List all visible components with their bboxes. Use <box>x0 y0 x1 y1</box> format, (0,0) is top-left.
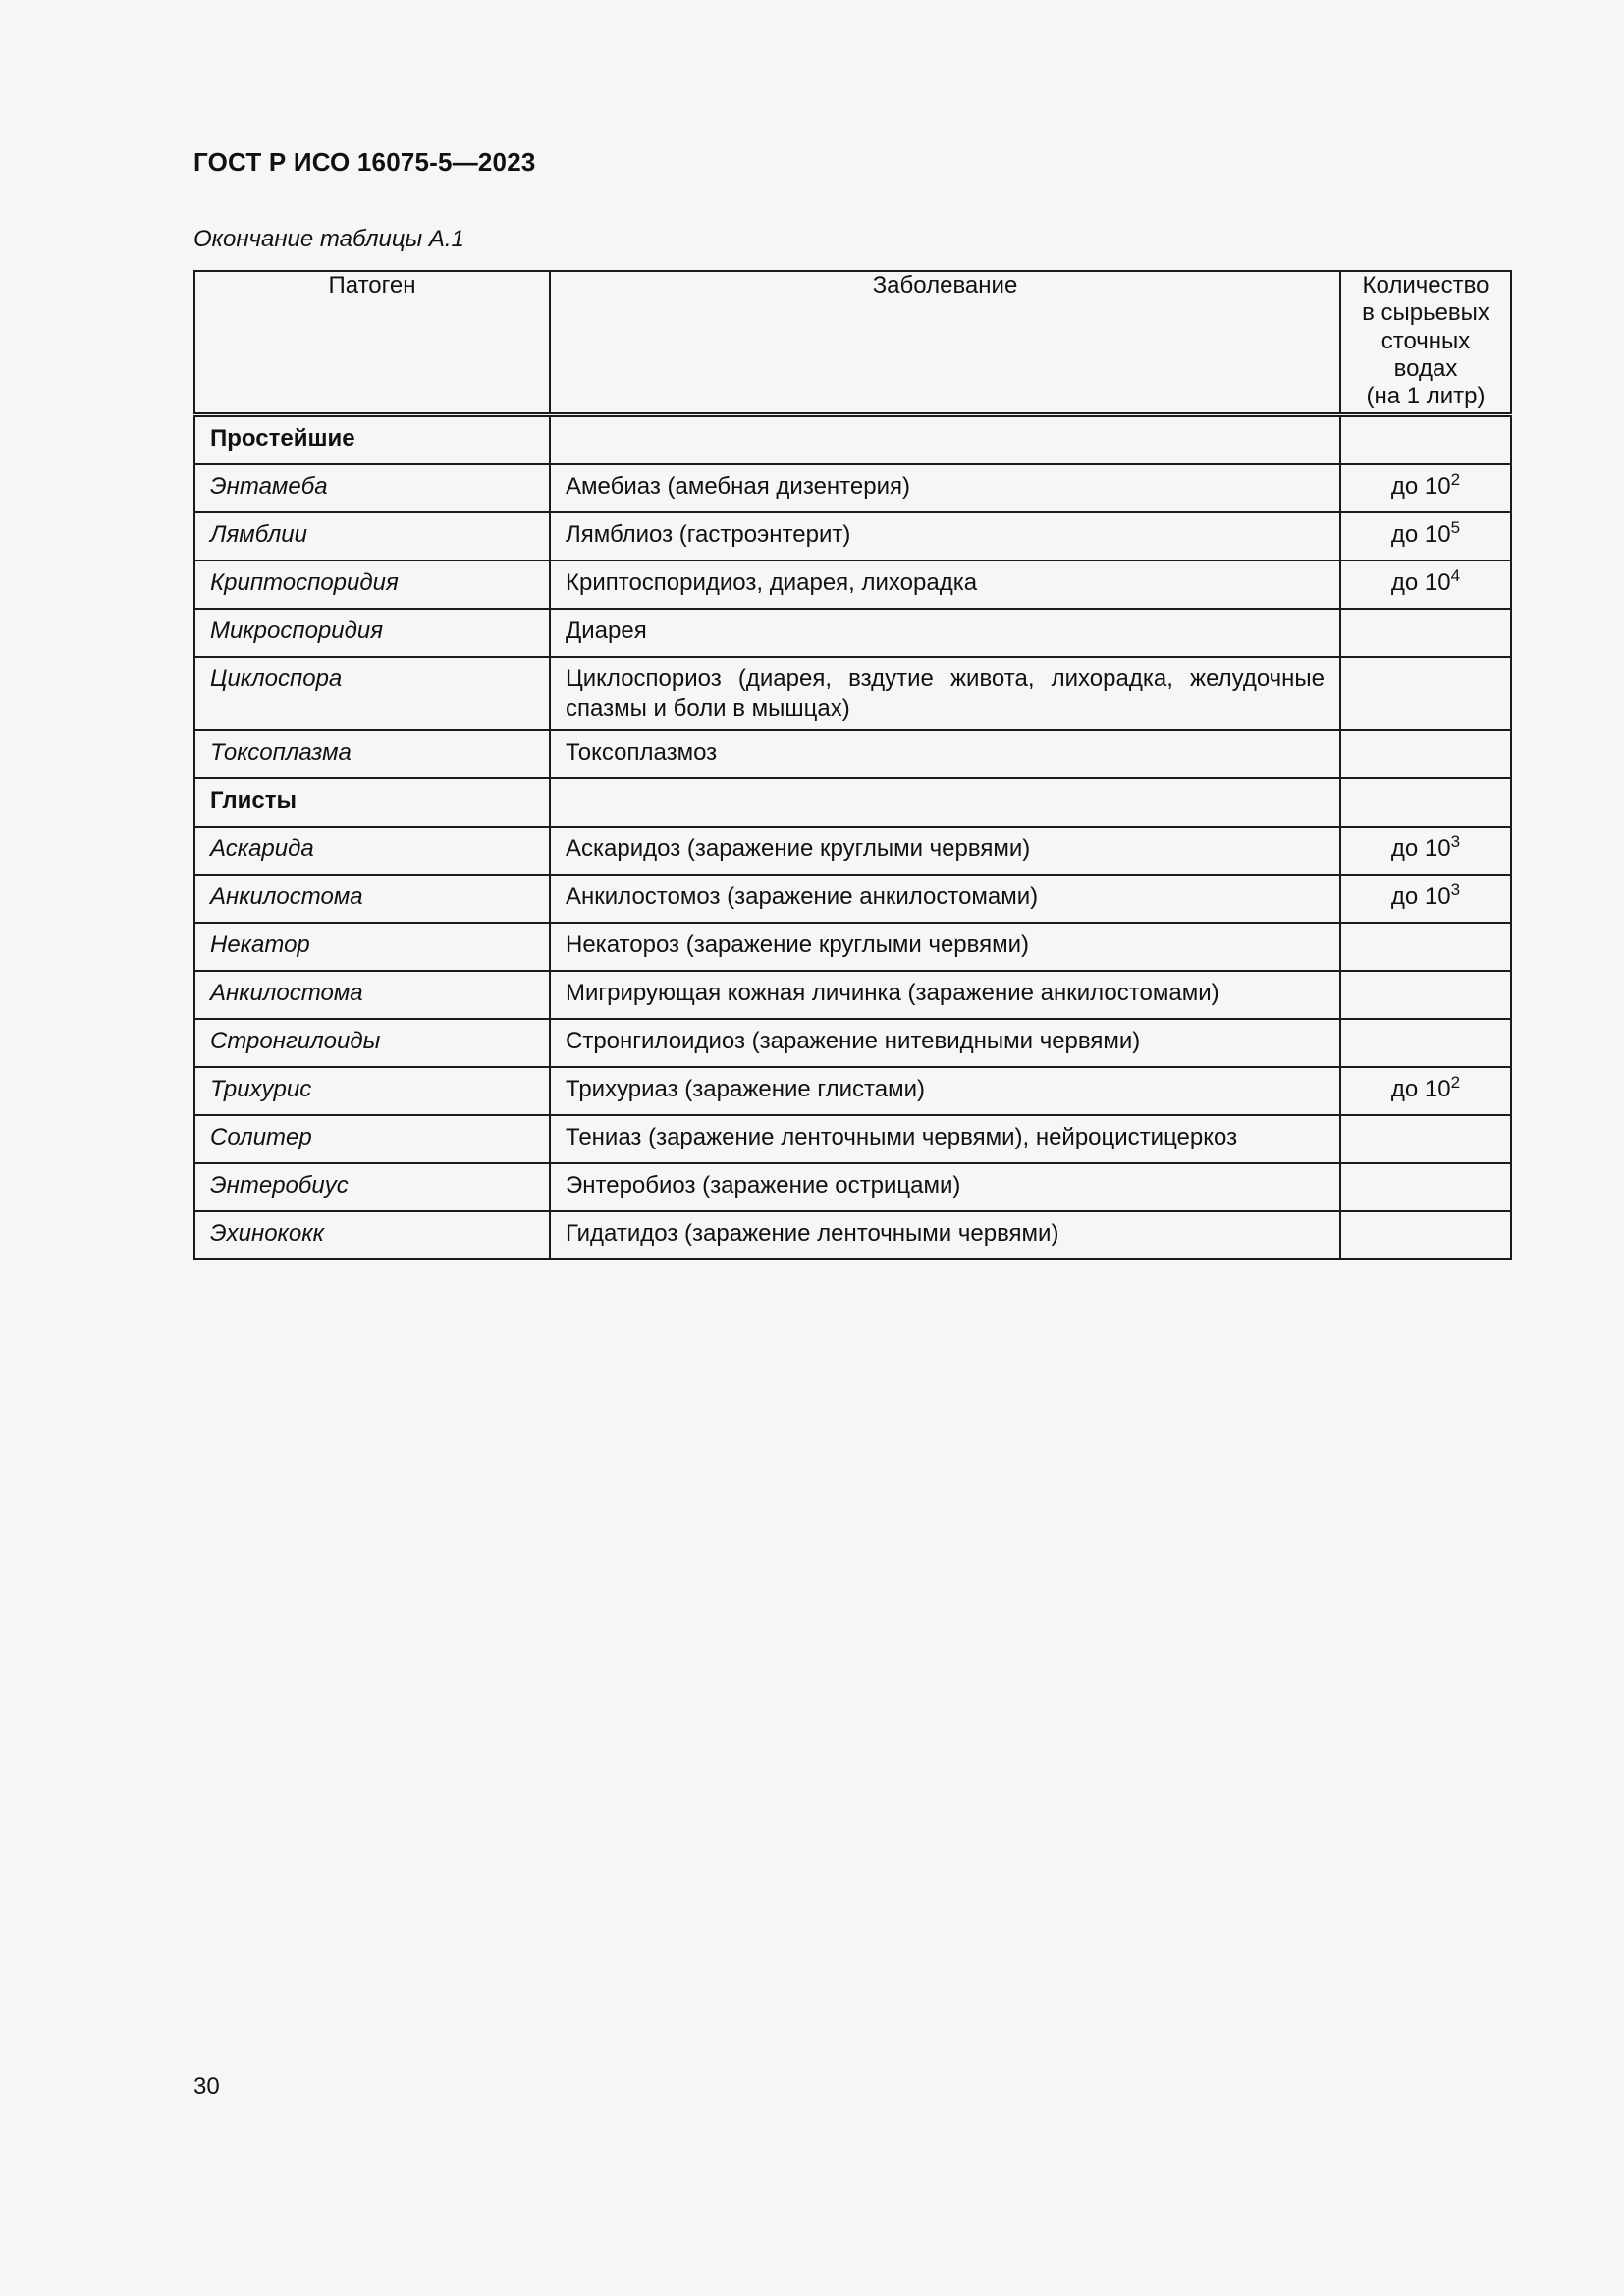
amount-cell <box>1340 609 1511 657</box>
amount-exponent: 5 <box>1450 517 1461 537</box>
amount-cell <box>1340 1019 1511 1067</box>
amount-cell <box>1340 875 1511 923</box>
amount-cell <box>1340 730 1511 778</box>
table-body <box>194 414 1511 1259</box>
disease-cell: Циклоспориоз (диарея, вздутие живота, лихорадка, желудочные спазмы и боли в мышцах) <box>550 657 1340 730</box>
table-row <box>194 1115 1511 1163</box>
table-row <box>194 730 1511 778</box>
amount-base: до 10 <box>1390 882 1451 910</box>
amount-cell <box>1340 657 1511 730</box>
amount-cell <box>1340 1163 1511 1211</box>
amount-cell <box>1340 464 1511 512</box>
table-row <box>194 464 1511 512</box>
pathogen-cell: Криптоспоридия <box>194 561 550 609</box>
disease-cell: Диарея <box>550 609 1340 657</box>
table-row <box>194 657 1511 730</box>
pathogen-cell: Трихурис <box>194 1067 550 1115</box>
table-row <box>194 512 1511 561</box>
pathogen-cell: Анкилостома <box>194 875 550 923</box>
table-row <box>194 875 1511 923</box>
table-caption: Окончание таблицы А.1 <box>193 226 464 252</box>
amount-base: до 10 <box>1390 834 1451 862</box>
document-title: ГОСТ Р ИСО 16075-5—2023 <box>193 147 536 177</box>
disease-cell: Некатороз (заражение круглыми червями) <box>550 923 1340 971</box>
disease-cell: Аскаридоз (заражение круглыми червями) <box>550 827 1340 875</box>
group-name-cell: Простейшие <box>194 414 550 464</box>
table-row <box>194 609 1511 657</box>
amount-header-line: водах <box>1393 354 1458 382</box>
pathogen-cell: Анкилостома <box>194 971 550 1019</box>
pathogen-cell: Энтеробиус <box>194 1163 550 1211</box>
pathogen-table <box>193 270 1512 1260</box>
pathogen-cell: Стронгилоиды <box>194 1019 550 1067</box>
disease-cell: Мигрирующая кожная личинка (заражение анкилостомами) <box>550 971 1340 1019</box>
table-row <box>194 561 1511 609</box>
disease-cell: Гидатидоз (заражение ленточными червями) <box>550 1211 1340 1259</box>
table-row <box>194 923 1511 971</box>
pathogen-cell: Лямблии <box>194 512 550 561</box>
amount-exponent: 3 <box>1450 880 1461 899</box>
amount-exponent: 2 <box>1450 469 1461 489</box>
table-header-row <box>194 271 1511 414</box>
disease-cell: Лямблиоз (гастроэнтерит) <box>550 512 1340 561</box>
disease-cell: Амебиаз (амебная дизентерия) <box>550 464 1340 512</box>
table-group-row <box>194 414 1511 464</box>
amount-cell <box>1340 414 1511 464</box>
table-row <box>194 971 1511 1019</box>
column-header-amount <box>1340 271 1511 414</box>
amount-cell <box>1340 1067 1511 1115</box>
table-row <box>194 827 1511 875</box>
disease-cell: Тениаз (заражение ленточными червями), нейроцистицеркоз <box>550 1115 1340 1163</box>
pathogen-cell: Аскарида <box>194 827 550 875</box>
group-name-cell: Глисты <box>194 778 550 827</box>
table-row <box>194 1163 1511 1211</box>
amount-cell <box>1340 561 1511 609</box>
amount-cell <box>1340 971 1511 1019</box>
column-header-disease: Заболевание <box>550 271 1340 414</box>
amount-header-line: (на 1 литр) <box>1366 383 1486 410</box>
pathogen-cell: Микроспоридия <box>194 609 550 657</box>
disease-cell: Криптоспоридиоз, диарея, лихорадка <box>550 561 1340 609</box>
amount-cell <box>1340 923 1511 971</box>
amount-cell <box>1340 778 1511 827</box>
pathogen-cell: Некатор <box>194 923 550 971</box>
amount-header-line: в сырьевых <box>1362 299 1489 327</box>
pathogen-cell: Энтамеба <box>194 464 550 512</box>
pathogen-cell: Токсоплазма <box>194 730 550 778</box>
pathogen-cell: Эхинококк <box>194 1211 550 1259</box>
table-row <box>194 1019 1511 1067</box>
amount-cell <box>1340 1211 1511 1259</box>
page-number: 30 <box>193 2073 220 2100</box>
amount-header-line: Количество <box>1362 272 1489 298</box>
amount-cell <box>1340 512 1511 561</box>
column-header-pathogen: Патоген <box>194 271 550 414</box>
disease-cell <box>550 414 1340 464</box>
disease-cell: Трихуриаз (заражение глистами) <box>550 1067 1340 1115</box>
amount-base: до 10 <box>1390 1075 1451 1102</box>
amount-exponent: 3 <box>1450 831 1461 851</box>
table-row <box>194 1211 1511 1259</box>
amount-base: до 10 <box>1390 472 1451 500</box>
pathogen-cell: Циклоспора <box>194 657 550 730</box>
table-row <box>194 1067 1511 1115</box>
pathogen-cell: Солитер <box>194 1115 550 1163</box>
amount-base: до 10 <box>1390 568 1451 596</box>
disease-cell <box>550 778 1340 827</box>
amount-cell <box>1340 827 1511 875</box>
disease-cell: Токсоплазмоз <box>550 730 1340 778</box>
disease-cell: Энтеробиоз (заражение острицами) <box>550 1163 1340 1211</box>
amount-base: до 10 <box>1390 520 1451 548</box>
disease-cell: Стронгилоидиоз (заражение нитевидными червями) <box>550 1019 1340 1067</box>
amount-exponent: 4 <box>1450 565 1461 585</box>
disease-cell: Анкилостомоз (заражение анкилостомами) <box>550 875 1340 923</box>
table-group-row <box>194 778 1511 827</box>
amount-cell <box>1340 1115 1511 1163</box>
amount-exponent: 2 <box>1450 1072 1461 1092</box>
amount-header-line: сточных <box>1380 327 1471 354</box>
